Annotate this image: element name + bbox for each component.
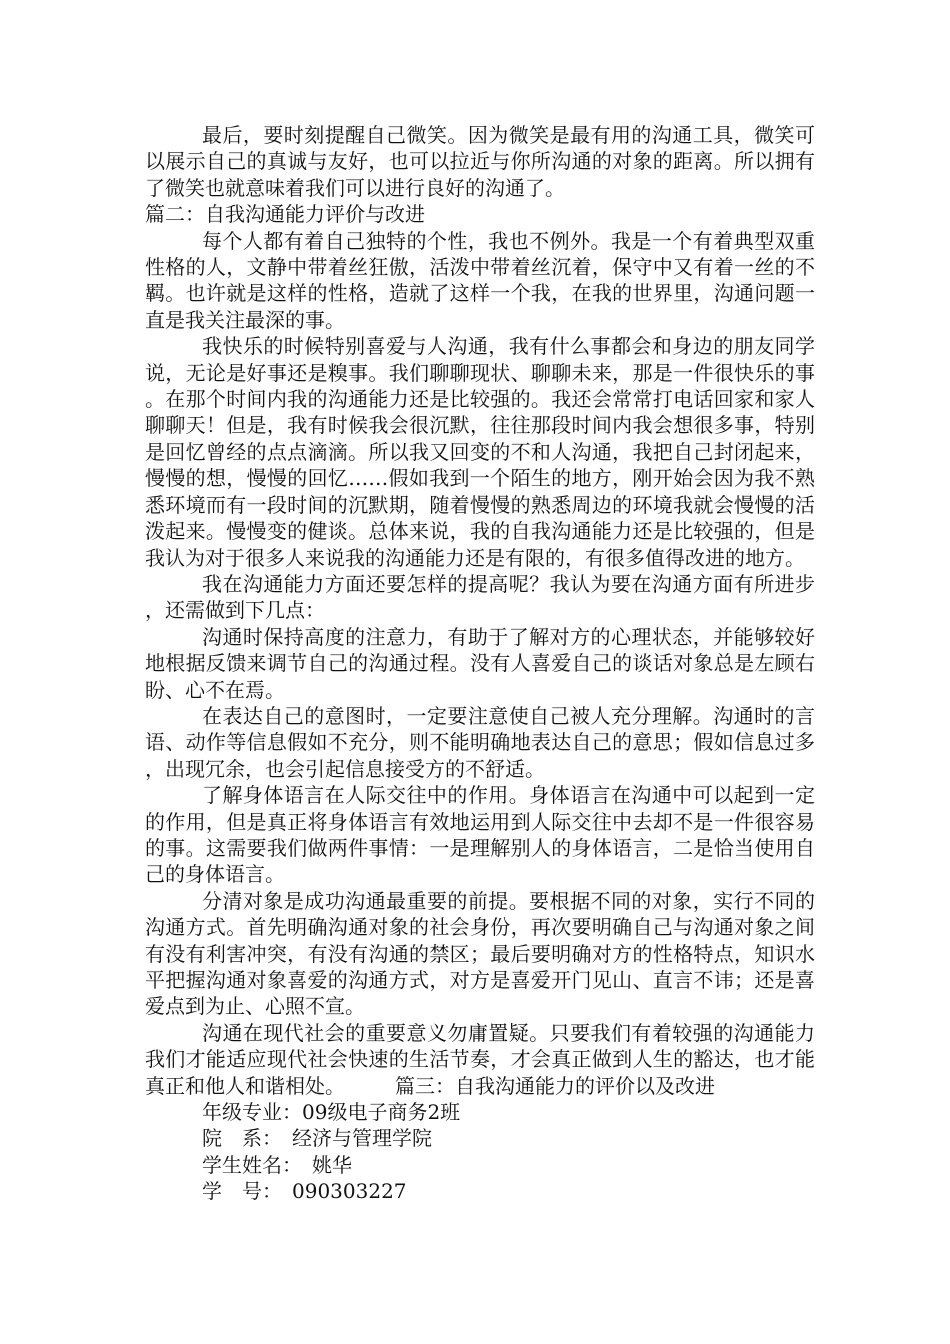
paragraph-happy-communication: 我快乐的时候特别喜爱与人沟通，我有什么事都会和身边的朋友同学说，无论是好事还是糗事。我们聊聊现状、聊聊未来，那是一件很快乐的事。在那个时间内我的沟通能力还是比较强的。我还会常常打电话回家和家人聊聊天！但是，我有时候我会很沉默，往往那段时间内我会想很多事，特别是回忆曾经的点点滴滴。所以我又回变的不和人沟通，我把自己封闭起来，慢慢的想，慢慢的回忆……假如我到一个陌生的地方，刚开始会因为我不熟悉环境而有一段时间的沉默期，随着慢慢的熟悉周边的环境我就会慢慢的活泼起来。慢慢变的健谈。总体来说，我的自我沟通能力还是比较强的，但是我认为对于很多人来说我的沟通能力还是有限的，有很多值得改进的地方。: [145, 334, 815, 570]
section-heading-part-two: 篇二：自我沟通能力评价与改进: [145, 202, 425, 227]
paragraph-attention: 沟通时保持高度的注意力，有助于了解对方的心理状态，并能够较好地根据反馈来调节自己的沟通过程。没有人喜爱自己的谈话对象总是左顾右盼、心不在焉。: [145, 624, 815, 702]
paragraph-express-intent: 在表达自己的意图时，一定要注意使自己被人充分理解。沟通时的言语、动作等信息假如不充分，则不能明确地表达自己的意思；假如信息过多，出现冗余，也会引起信息接受方的不舒适。: [145, 703, 815, 781]
info-line-department: 院 系： 经济与管理学院: [202, 1126, 432, 1151]
info-line-student-name: 学生姓名： 姚华: [202, 1152, 352, 1177]
info-line-student-number: 学 号： 090303227: [202, 1179, 407, 1204]
paragraph-improvement-question: 我在沟通能力方面还要怎样的提高呢？我认为要在沟通方面有所进步，还需做到下几点：: [145, 571, 815, 623]
info-line-grade-major: 年级专业：09级电子商务2班: [202, 1100, 461, 1125]
paragraph-body-language: 了解身体语言在人际交往中的作用。身体语言在沟通中可以起到一定的作用，但是真正将身体语言有效地运用到人际交往中去却不是一件很容易的事。这需要我们做两件事情：一是理解别人的身体语言，二是恰当使用自己的身体语言。: [145, 783, 815, 887]
document-body: [145, 122, 815, 1205]
paragraph-modern-society: 沟通在现代社会的重要意义勿庸置疑。只要我们有着较强的沟通能力我们才能适应现代社会快速的生活节奏，才会真正做到人生的豁达，也才能真正和他人和谐相处。 篇三：自我沟通能力的评价以及改进: [145, 1020, 815, 1098]
paragraph-smile: 最后，要时刻提醒自己微笑。因为微笑是最有用的沟通工具，微笑可以展示自己的真诚与友好，也可以拉近与你所沟通的对象的距离。所以拥有了微笑也就意味着我们可以进行良好的沟通了。: [145, 123, 815, 200]
paragraph-personality: 每个人都有着自己独特的个性，我也不例外。我是一个有着典型双重性格的人，文静中带着丝狂傲，活泼中带着丝沉着，保守中又有着一丝的不羁。也许就是这样的性格，造就了这样一个我，在我的世界里，沟通问题一直是我关注最深的事。: [145, 228, 815, 332]
paragraph-distinguish-objects: 分清对象是成功沟通最重要的前提。要根据不同的对象，实行不同的沟通方式。首先明确沟通对象的社会身份，再次要明确自己与沟通对象之间有没有利害冲突，有没有沟通的禁区；最后要明确对方的性格特点，知识水平把握沟通对象喜爱的沟通方式，对方是喜爱开门见山、直言不讳；还是喜爱点到为止、心照不宣。: [145, 888, 815, 1019]
